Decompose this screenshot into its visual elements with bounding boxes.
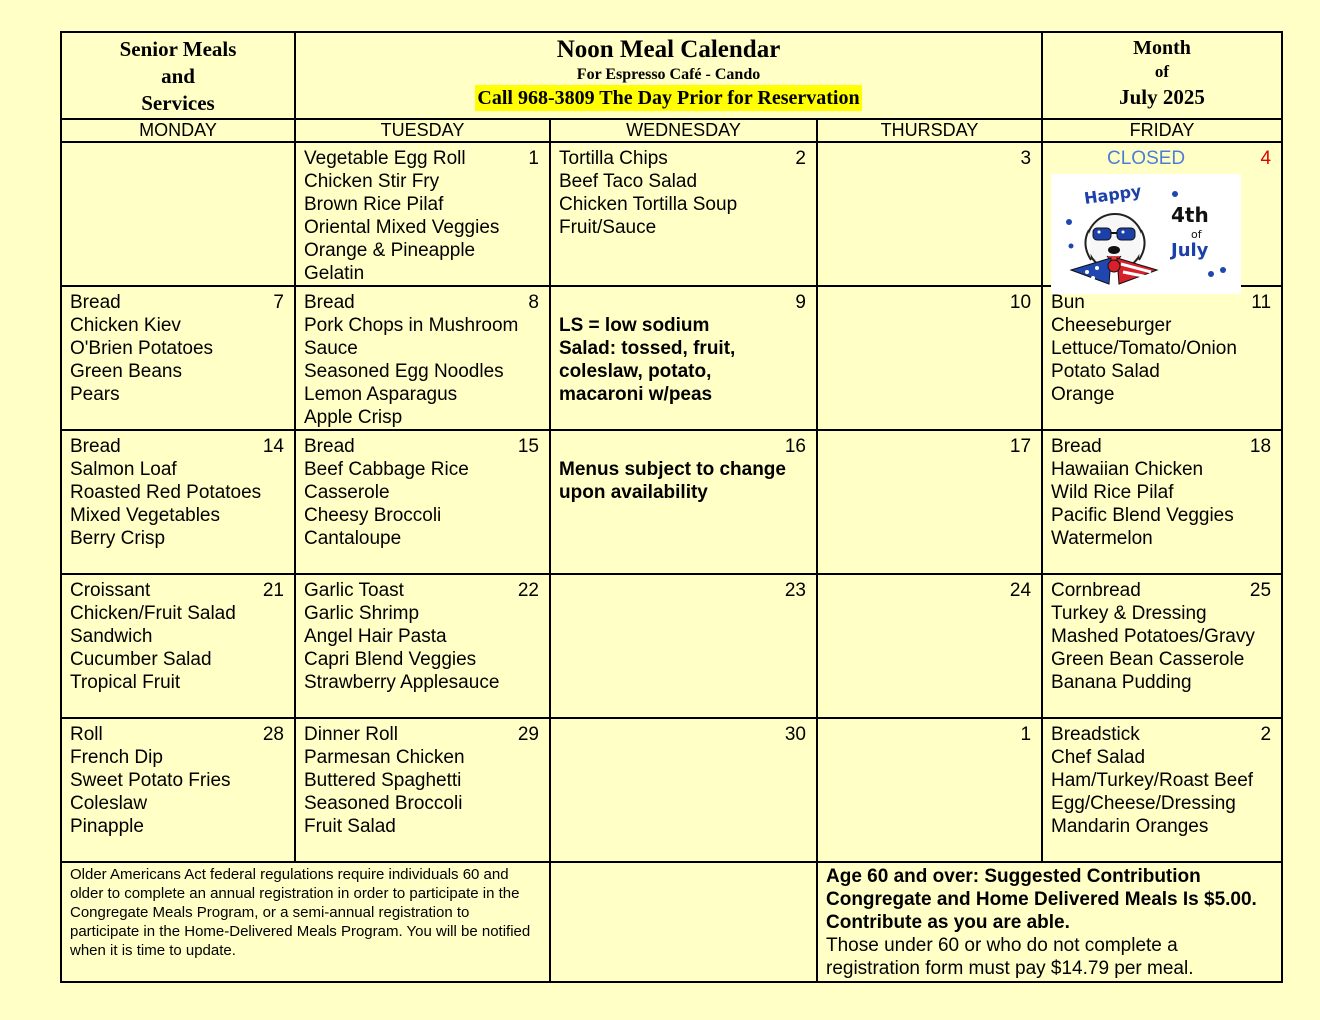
- day-cell-monday: [61, 574, 295, 718]
- menu-item: Pacific Blend Veggies: [1051, 505, 1234, 526]
- menu-item: Beef Taco Salad: [559, 171, 698, 192]
- menu-item: French Dip: [70, 747, 163, 768]
- day-cell-wednesday: [550, 286, 817, 430]
- calendar-title-block: [295, 32, 1042, 119]
- menu-item: Wild Rice Pilaf: [1051, 482, 1174, 503]
- day-cell-tuesday: [295, 574, 550, 718]
- day-number: 21: [262, 580, 284, 601]
- menu-item: Croissant: [70, 580, 151, 601]
- day-content: [551, 719, 816, 861]
- menu-item: Potato Salad: [1051, 361, 1160, 382]
- day-content: [818, 287, 1041, 429]
- day-number: 18: [1249, 436, 1272, 457]
- menu-item: Roasted Red Potatoes: [70, 482, 262, 503]
- menu-item: Hawaiian Chicken: [1051, 459, 1204, 480]
- day-content: [296, 431, 549, 573]
- day-content: [1043, 575, 1281, 717]
- day-content: [296, 575, 549, 717]
- menu-item: upon availability: [559, 482, 708, 503]
- day-number: 2: [1260, 724, 1272, 745]
- day-number: 23: [784, 580, 806, 601]
- weekday-tuesday: TUESDAY: [295, 119, 550, 142]
- menu-item: Watermelon: [1051, 528, 1153, 549]
- day-cell-monday: [61, 142, 295, 286]
- day-cell-friday: [1042, 430, 1282, 574]
- day-number: 15: [517, 436, 539, 457]
- menu-item: Bread: [304, 436, 355, 457]
- day-number: 28: [262, 724, 284, 745]
- menu-item: Bun: [1051, 292, 1085, 313]
- svg-text:of: of: [1191, 228, 1202, 241]
- menu-item: Mandarin Oranges: [1051, 816, 1209, 837]
- day-content: [551, 575, 816, 717]
- day-cell-tuesday: [295, 718, 550, 862]
- menu-item: Oriental Mixed Veggies: [304, 217, 500, 238]
- day-number: 1: [1020, 724, 1032, 745]
- menu-item: Chicken Stir Fry: [304, 171, 440, 192]
- month-label: [1042, 32, 1282, 119]
- menu-item: Salmon Loaf: [70, 459, 177, 480]
- contribution-normal: Those under 60 or who do not complete a registration form must pay $14.79 per meal.: [826, 935, 1194, 979]
- day-content: [1043, 431, 1281, 573]
- org-line-3: Services: [141, 91, 215, 115]
- org-line-2: and: [161, 64, 195, 88]
- day-number: 2: [795, 148, 806, 169]
- menu-item: Green Beans: [70, 361, 182, 382]
- menu-item: Menus subject to change: [559, 459, 786, 480]
- calendar-subtitle: For Espresso Café - Cando: [576, 66, 761, 83]
- day-number: 30: [784, 724, 806, 745]
- day-cell-thursday: [817, 718, 1042, 862]
- menu-item: Roll: [70, 724, 103, 745]
- day-number: 8: [528, 292, 539, 313]
- day-cell-tuesday: [295, 142, 550, 286]
- day-content: [62, 575, 294, 717]
- menu-item: Dinner Roll: [304, 724, 398, 745]
- day-number: 14: [262, 436, 284, 457]
- menu-item: Cheeseburger: [1051, 315, 1172, 336]
- day-number: 25: [1249, 580, 1272, 601]
- svg-text:4th: 4th: [1171, 203, 1209, 227]
- menu-item: Banana Pudding: [1051, 672, 1192, 693]
- day-cell-thursday: [817, 574, 1042, 718]
- menu-item: Tropical Fruit: [70, 672, 181, 693]
- day-cell-wednesday: [550, 718, 817, 862]
- calendar-title: Noon Meal Calendar: [556, 36, 781, 63]
- menu-item: Garlic Toast: [304, 580, 404, 601]
- day-number: 10: [1009, 292, 1032, 313]
- day-number: 29: [517, 724, 539, 745]
- menu-item: Bread: [70, 292, 121, 313]
- menu-item: Chicken Kiev: [70, 315, 181, 336]
- weekday-header-row: [61, 119, 1282, 142]
- footer-row: [61, 862, 1282, 982]
- day-content: [62, 431, 294, 573]
- menu-item: Sweet Potato Fries: [70, 770, 231, 791]
- menu-item: Sandwich: [70, 626, 153, 647]
- menu-item: Pears: [70, 384, 120, 405]
- weekday-monday: MONDAY: [61, 119, 295, 142]
- menu-item: Cantaloupe: [304, 528, 402, 549]
- menu-item: Cucumber Salad: [70, 649, 212, 670]
- day-content: [296, 143, 549, 285]
- registration-notice: Older Americans Act federal regulations require individuals 60 and older to complete an annual registration in order to participate in the Congregate Meals Program, or a semi-annual registration to participate in the Home-Delivered Meals Program. You will be notified when it is time to update.: [61, 862, 550, 982]
- day-cell-thursday: [817, 142, 1042, 286]
- menu-item: Bread: [1051, 436, 1102, 457]
- menu-item: Salad: tossed, fruit,: [559, 338, 736, 359]
- day-cell-tuesday: [295, 286, 550, 430]
- weekday-thursday: THURSDAY: [817, 119, 1042, 142]
- day-content: [62, 719, 294, 861]
- menu-item: Coleslaw: [70, 793, 148, 814]
- menu-item: Cornbread: [1051, 580, 1141, 601]
- menu-item: Green Bean Casserole: [1051, 649, 1245, 670]
- day-number: 4: [1260, 148, 1272, 169]
- day-content: [818, 575, 1041, 717]
- org-line-1: Senior Meals: [119, 37, 237, 61]
- menu-item: [559, 291, 806, 314]
- day-content: [818, 719, 1041, 861]
- menu-item: Chef Salad: [1051, 747, 1146, 768]
- menu-item: Seasoned Broccoli: [304, 793, 463, 814]
- day-content: [551, 143, 816, 285]
- menu-item: Berry Crisp: [70, 528, 166, 549]
- day-content: [1043, 287, 1281, 429]
- day-cell-wednesday: [550, 142, 817, 286]
- contribution-bold: Age 60 and over: Suggested Contribution Congregate and Home Delivered Meals Is $5.00. Contribute as you are able.: [826, 866, 1257, 933]
- menu-item: Parmesan Chicken: [304, 747, 465, 768]
- footer-empty-cell: [550, 862, 817, 982]
- menu-item: Casserole: [304, 482, 390, 503]
- day-content: [62, 143, 294, 285]
- day-cell-thursday: [817, 286, 1042, 430]
- menu-item: Beef Cabbage Rice: [304, 459, 469, 480]
- day-number: 16: [784, 436, 806, 457]
- org-name: [61, 32, 295, 119]
- day-cell-wednesday: [550, 430, 817, 574]
- menu-item: Egg/Cheese/Dressing: [1051, 793, 1236, 814]
- day-cell-monday: [61, 286, 295, 430]
- day-cell-monday: [61, 430, 295, 574]
- menu-item: Turkey & Dressing: [1051, 603, 1207, 624]
- menu-item: Chicken Tortilla Soup: [559, 194, 738, 215]
- menu-item: Vegetable Egg Roll: [304, 148, 466, 169]
- menu-item: Fruit Salad: [304, 816, 396, 837]
- menu-item: Pork Chops in Mushroom: [304, 315, 519, 336]
- menu-item: Capri Blend Veggies: [304, 649, 477, 670]
- week-row: [61, 430, 1282, 574]
- menu-item: Breadstick: [1051, 724, 1140, 745]
- day-cell-thursday: [817, 430, 1042, 574]
- menu-item: macaroni w/peas: [559, 384, 713, 405]
- month-line-2: of: [1154, 62, 1170, 81]
- day-content: [818, 143, 1041, 285]
- menu-item: Gelatin: [304, 263, 365, 284]
- menu-item: Tortilla Chips: [559, 148, 668, 169]
- day-content: [1043, 143, 1281, 285]
- meal-calendar: [60, 31, 1281, 978]
- closed-label: CLOSED: [1107, 148, 1186, 169]
- weekday-friday: FRIDAY: [1042, 119, 1282, 142]
- menu-item: LS = low sodium: [559, 315, 710, 336]
- menu-item: Fruit/Sauce: [559, 217, 657, 238]
- menu-item: Ham/Turkey/Roast Beef: [1051, 770, 1254, 791]
- menu-item: Mashed Potatoes/Gravy: [1051, 626, 1255, 647]
- menu-item: Apple Crisp: [304, 407, 403, 428]
- calendar-table: [60, 31, 1283, 983]
- svg-text:July: July: [1171, 240, 1209, 261]
- menu-item: Chicken/Fruit Salad: [70, 603, 236, 624]
- day-cell-wednesday: [550, 574, 817, 718]
- week-row: [61, 286, 1282, 430]
- week-row: [61, 574, 1282, 718]
- day-content: [296, 287, 549, 429]
- day-cell-monday: [61, 718, 295, 862]
- day-number: 7: [273, 292, 284, 313]
- menu-item: Buttered Spaghetti: [304, 770, 462, 791]
- day-number: 3: [1020, 148, 1032, 169]
- day-content: [551, 431, 816, 573]
- day-number: 22: [517, 580, 539, 601]
- month-line-1: Month: [1133, 37, 1191, 59]
- day-content: [62, 287, 294, 429]
- menu-item: Bread: [70, 436, 121, 457]
- header-row: [61, 32, 1282, 119]
- day-cell-tuesday: [295, 430, 550, 574]
- day-number: 24: [1009, 580, 1032, 601]
- menu-item: Orange: [1051, 384, 1115, 405]
- menu-item: O'Brien Potatoes: [70, 338, 214, 359]
- day-cell-friday: [1042, 718, 1282, 862]
- day-number: 11: [1251, 292, 1272, 313]
- contribution-notice: [817, 862, 1282, 982]
- svg-text:Happy: Happy: [1082, 181, 1143, 208]
- weekday-wednesday: WEDNESDAY: [550, 119, 817, 142]
- menu-item: Orange & Pineapple: [304, 240, 476, 261]
- day-number: 1: [528, 148, 539, 169]
- month-line-3: July 2025: [1119, 85, 1205, 109]
- day-content: [551, 287, 816, 429]
- menu-item: Pinapple: [70, 816, 144, 837]
- menu-item: Sauce: [304, 338, 358, 359]
- menu-item: [559, 435, 806, 458]
- day-content: [818, 431, 1041, 573]
- menu-item: Mixed Vegetables: [70, 505, 220, 526]
- day-content: [296, 719, 549, 861]
- day-cell-friday: [1042, 142, 1282, 286]
- week-row: [61, 142, 1282, 286]
- menu-item: Angel Hair Pasta: [304, 626, 447, 647]
- menu-item: Seasoned Egg Noodles: [304, 361, 504, 382]
- fourth-of-july-dog-image: [1051, 174, 1241, 294]
- reservation-notice: Call 968-3809 The Day Prior for Reservation: [477, 87, 860, 109]
- day-number: 9: [795, 292, 806, 313]
- day-number: 17: [1009, 436, 1032, 457]
- menu-item: Lettuce/Tomato/Onion: [1051, 338, 1237, 359]
- day-cell-friday: [1042, 574, 1282, 718]
- day-cell-friday: [1042, 286, 1282, 430]
- week-row: [61, 718, 1282, 862]
- menu-item: Brown Rice Pilaf: [304, 194, 444, 215]
- menu-item: Cheesy Broccoli: [304, 505, 442, 526]
- menu-item: Garlic Shrimp: [304, 603, 420, 624]
- menu-item: Bread: [304, 292, 355, 313]
- menu-item: Lemon Asparagus: [304, 384, 458, 405]
- day-content: [1043, 719, 1281, 861]
- menu-item: coleslaw, potato,: [559, 361, 712, 382]
- menu-item: Strawberry Applesauce: [304, 672, 500, 693]
